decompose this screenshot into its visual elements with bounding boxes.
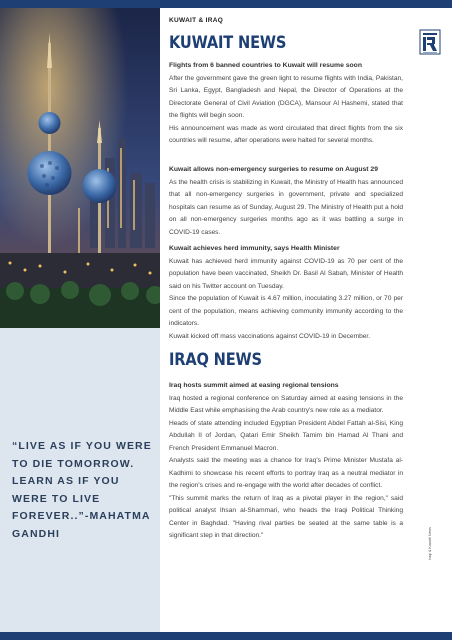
kuwait-article-1 — [169, 60, 403, 148]
kuwait-article-3 — [169, 243, 403, 343]
side-caption: Iraqi & Kuwaiti News — [428, 527, 432, 560]
company-logo-icon — [418, 28, 442, 56]
article-headline: Kuwait allows non-emergency surgeries to resume on August 29 — [169, 166, 378, 173]
article-paragraph: Kuwait has achieved herd immunity against COVID-19 as 70 per cent of the population have been vaccinated, Sheikh Dr. Basil Al Sabah, Minister of Health said on his Twitter account on Tuesday. — [169, 257, 403, 290]
gandhi-quote: “LIVE AS IF YOU WERE TO DIE TOMORROW. LEARN AS IF YOU WERE TO LIVE FOREVER..”-MAHATMA GANDHI — [12, 440, 152, 540]
article-paragraph: Since the population of Kuwait is 4.67 million, inoculating 3.27 million, or 70 per cent of the population, means achieving community immunity according to the indicators. — [169, 295, 403, 327]
article-paragraph: His announcement was made as word circulated that direct flights from the six countries will resume, after operations were halted for several months. — [169, 124, 403, 144]
article-paragraph: After the government gave the green light to resume flights with India, Pakistan, Sri Lanka, Egypt, Bangladesh and Nepal, the Director of Operations at the Directorate General of Civil Aviation (DGCA), Mansour Al Hashemi, stated that the flights will begin soon. — [169, 74, 403, 119]
left-column — [0, 8, 160, 632]
iraq-news-heading: IRAQ NEWS — [169, 350, 262, 370]
kuwait-article-2 — [169, 164, 403, 239]
article-paragraph: As the health crisis is stabilizing in Kuwait, the Ministry of Health has announced that all non-emergency surgeries in government, private and specialized hospitals can resume as of Sunday, August 29. The Ministry of Health put a hold on all non-emergency surgeries months ago as it was battling a surge in COVID-19 cases. — [169, 178, 403, 236]
kuwait-news-heading: KUWAIT NEWS — [169, 33, 287, 53]
top-bar — [0, 0, 452, 8]
article-headline: Kuwait achieves herd immunity, says Health Minister — [169, 245, 340, 252]
section-label: KUWAIT & IRAQ — [169, 17, 224, 24]
article-paragraph: "This summit marks the return of Iraq as a pivotal player in the region," said political analyst Ihsan al-Shammari, who heads the Iraqi Political Thinking Center in Baghdad. "Having rival parties be seated at the same table is a significant step in that direction." — [169, 494, 403, 539]
bottom-bar — [0, 632, 452, 640]
article-paragraph: Heads of state attending included Egyptian President Abdel Fattah al-Sisi, King Abdullah II of Jordan, Qatari Emir Sheikh Tamim bin Hamad Al Thani and French President Emmanuel Macron. — [169, 419, 403, 452]
quote-panel — [0, 328, 160, 632]
article-headline: Iraq hosts summit aimed at easing regional tensions — [169, 382, 339, 389]
iraq-article-1 — [169, 380, 403, 543]
article-paragraph: Analysts said the meeting was a chance for Iraq's Prime Minister Mustafa al-Kadhimi to showcase his recent efforts to portray Iraq as a neutral mediator in the region's crises and re-engage with the world after decades of conflict. — [169, 457, 403, 489]
kuwait-towers-photo — [0, 8, 160, 328]
article-paragraph: Iraq hosted a regional conference on Saturday aimed at easing tensions in the Middle East while emphasising the Arab country's new role as a mediator. — [169, 394, 403, 414]
article-headline: Flights from 6 banned countries to Kuwait will resume soon — [169, 62, 362, 69]
article-paragraph: Kuwait kicked off mass vaccinations against COVID-19 in December. — [169, 332, 371, 340]
